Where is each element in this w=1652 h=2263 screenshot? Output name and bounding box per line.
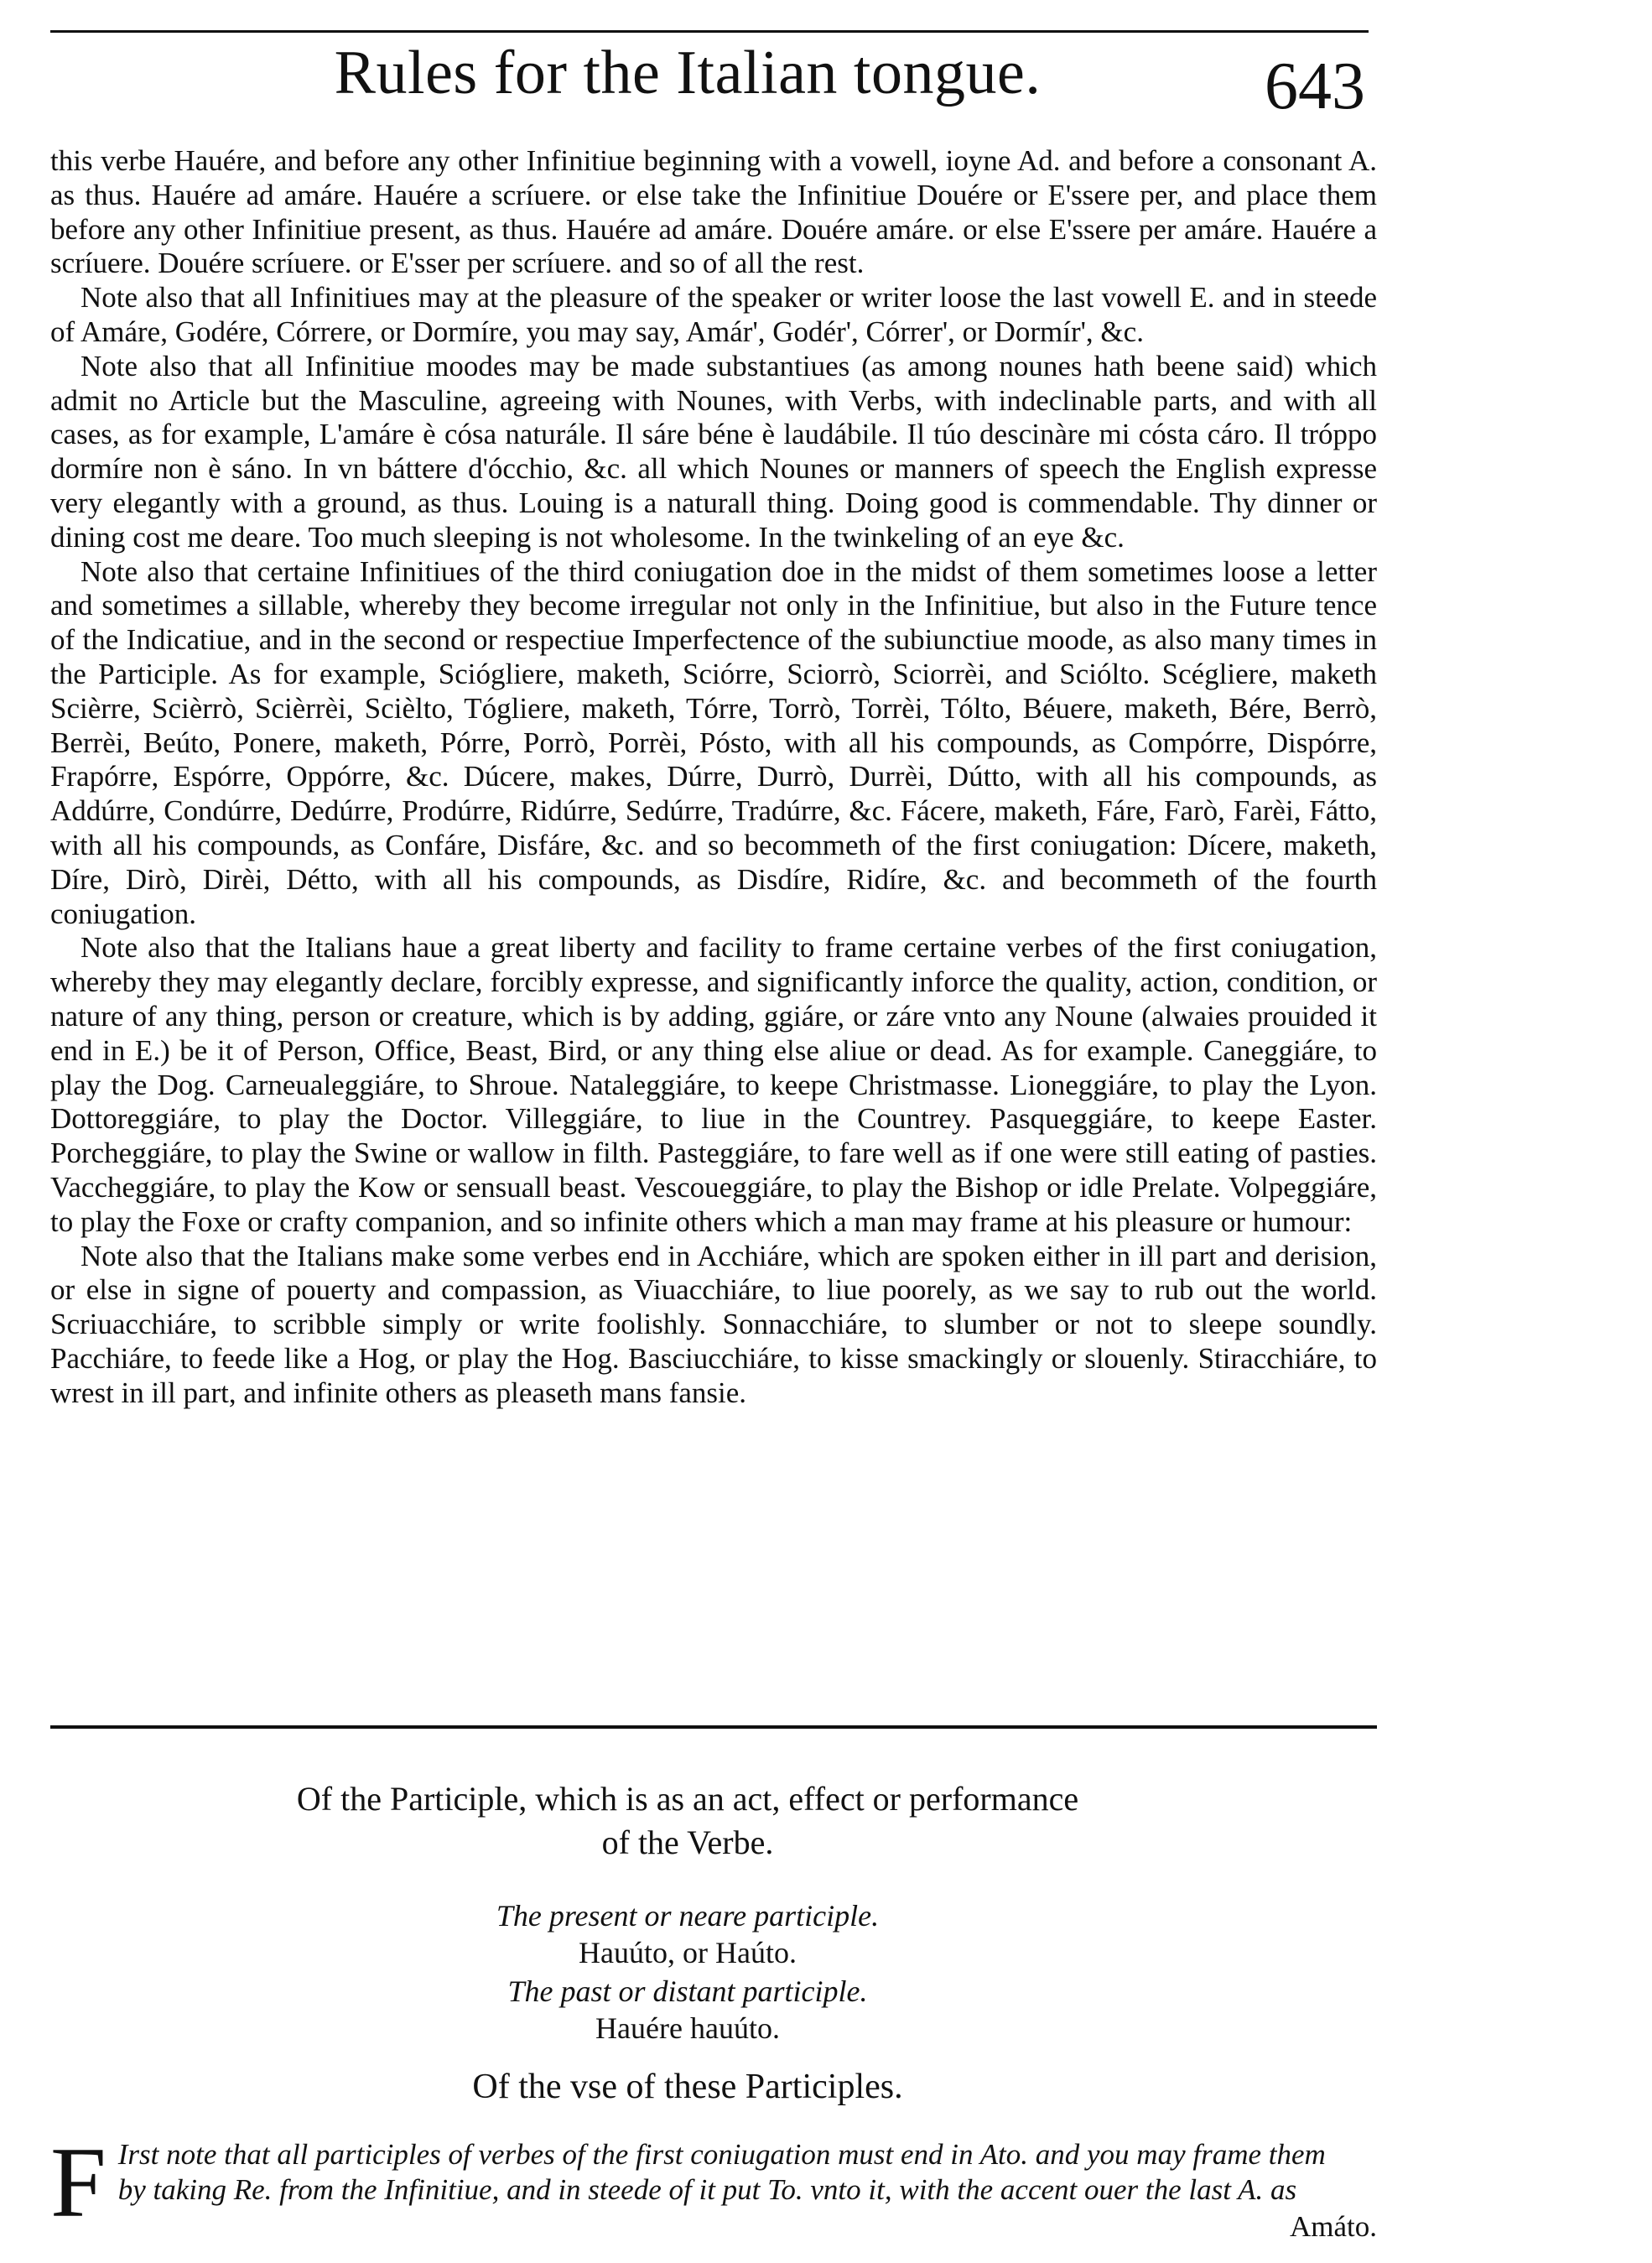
paragraph: Note also that the Italians make some verbes end in Acchiáre, which are spoken either in ill part and derision, or else in signe of pouerty and compassion, as Viuacchiáre, to liue poorely, as we say to rub out the world. Scriuacchiáre, to scribble simply or write foolishly. Sonnacchiáre, to slumber or not to sleepe soundly. Pacchiáre, to feede like a Hog, or play the Hog. Basciucchiáre, to kisse smackingly or slouenly. Stiracchiáre, to wrest in ill part, and infinite others as pleaseth mans fansie. — [50, 1239, 1377, 1409]
section-divider — [50, 1725, 1377, 1729]
page-number: 643 — [1265, 49, 1365, 123]
section-title: Of the Participle, which is as an act, effect or performance — [296, 1780, 1079, 1818]
past-participle-label: The past or distant participle. — [507, 1974, 868, 2008]
header-rule — [50, 30, 1369, 33]
present-participle-forms: Hauúto, or Haúto. — [579, 1936, 797, 1969]
subsection-title: Of the vse of these Participles. — [472, 2068, 903, 2106]
paragraph: Note also that all Infinitiues may at the pleasure of the speaker or writer loose the last vowell E. and in steede of Amáre, Godére, Córrere, or Dormíre, you may say, Amár', Godér', Córrer', or Dormír', &c. — [50, 281, 1377, 348]
final-line-2: by taking Re. from the Infinitiue, and in steede of it put To. vnto it, with the accent ouer the last A. as — [117, 2173, 1297, 2206]
present-participle-label: The present or neare participle. — [496, 1899, 880, 1933]
past-participle-forms: Hauére hauúto. — [595, 2011, 780, 2045]
catchword: Amáto. — [1289, 2210, 1377, 2243]
paragraph: Note also that all Infinitiue moodes may be made substantiues (as among nounes hath beene said) which admit no Article but the Masculine, agreeing with Nounes, with Verbs, with indeclinable parts, and with all cases, as for example, L'amáre è cósa naturále. Il sáre béne è laudábile. Il túo descinàre mi cósta cáro. Il tróppo dormíre non è sáno. In vn báttere d'ócchio, &c. all which Nounes or manners of speech the English expresse very elegantly with a ground, as thus. Louing is a naturall thing. Doing good is commendable. Thy dinner or dining cost me deare. Too much sleeping is not wholesome. In the twinkeling of an eye &c. — [50, 349, 1377, 554]
paragraph: Note also that the Italians haue a great liberty and facility to frame certaine verbes of the first coniugation, whereby they may elegantly declare, forcibly expresse, and significantly inforce the quality, action, condition, or nature of any thing, person or creature, which is by adding, ggiáre, or záre vnto any Noune (alwaies prouided it end in E.) be it of Person, Office, Beast, Bird, or any thing else aliue or dead. As for example. Caneggiáre, to play the Dog. Carneualeggiáre, to Shroue. Nataleggiáre, to keepe Christmasse. Lioneggiáre, to play the Lyon. Dottoreggiáre, to play the Doctor. Villeggiáre, to liue in the Countrey. Pasqueggiáre, to keepe Easter. Porcheggiáre, to play the Swine or wallow in filth. Pasteggiáre, to fare well as if one were still eating of pasties. Vaccheggiáre, to play the Kow or sensuall beast. Vescoueggiáre, to play the Bishop or idle Prelate. Volpeggiáre, to play the Foxe or crafty companion, and so infinite others which a man may frame at his pleasure or humour: — [50, 931, 1377, 1238]
paragraph: Note also that certaine Infinitiues of the third coniugation doe in the midst of them sometimes loose a letter and sometimes a sillable, whereby they become irregular not only in the Infinitiue, but also in the Future tence of the Indicatiue, and in the second or respectiue Imperfectence of the subiunctiue moode, as also many times in the Participle. As for example, Sciógliere, maketh, Sciórre, Sciorrò, Sciorrèi, and Sciólto. Scégliere, maketh Scièrre, Scièrrò, Scièrrèi, Scièlto, Tógliere, maketh, Tórre, Torrò, Torrèi, Tólto, Béuere, maketh, Bére, Berrò, Berrèi, Beúto, Ponere, maketh, Pórre, Porrò, Porrèi, Pósto, with all his compounds, as Compórre, Dispórre, Frapórre, Espórre, Oppórre, &c. Dúcere, makes, Dúrre, Durrò, Durrèi, Dútto, with all his compounds, as Addúrre, Condúrre, Dedúrre, Prodúrre, Ridúrre, Sedúrre, Tradúrre, &c. Fácere, maketh, Fáre, Farò, Farèi, Fátto, with all his compounds, as Confáre, Disfáre, &c. and so becommeth of the first coniugation: Dícere, maketh, Díre, Dirò, Dirèi, Détto, with all his compounds, as Disdíre, Ridíre, &c. and becommeth of the fourth coniugation. — [50, 554, 1377, 930]
body-text — [50, 144, 1377, 1410]
running-head: Rules for the Italian tongue. — [334, 39, 1042, 107]
final-line-1: Irst note that all participles of verbes of the first coniugation must end in Ato. and you may frame them — [117, 2138, 1326, 2171]
drop-cap: F — [50, 2126, 106, 2238]
section-title-continued: of the Verbe. — [601, 1823, 774, 1861]
paragraph: this verbe Hauére, and before any other Infinitiue beginning with a vowell, ioyne Ad. and before a consonant A. as thus. Hauére ad amáre. Hauére a scríuere. or else take the Infinitiue Douére or E'ssere per, and place them before any other Infinitiue present, as thus. Hauére ad amáre. Douére amáre. or else E'ssere per amáre. Hauére a scríuere. Douére scríuere. or E'sser per scríuere. and so of all the rest. — [50, 144, 1377, 280]
